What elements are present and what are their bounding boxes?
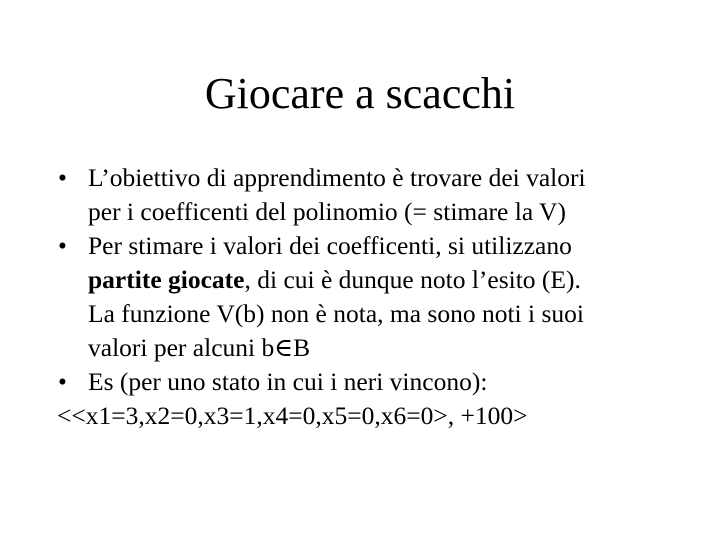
bullet-2-line-2	[88, 263, 698, 297]
bullet-2-line-1: Per stimare i valori dei coefficenti, si utilizzano	[88, 231, 572, 260]
bullet-1-line-1: L’obiettivo di apprendimento è trovare dei valori	[88, 163, 586, 192]
bullet-1-line-2: per i coefficenti del polinomio (= stimare la V)	[88, 197, 566, 226]
bullet-3-line-1: Es (per uno stato in cui i neri vincono):	[88, 367, 488, 396]
emphasis-text: partite giocate	[88, 265, 245, 294]
slide-title: Giocare a scacchi	[204, 69, 516, 118]
bullet-icon: •	[58, 367, 67, 396]
bullet-2-line-3: La funzione V(b) non è nota, ma sono noti i suoi	[88, 299, 584, 328]
bullet-item-1	[58, 161, 698, 229]
bullet-item-3	[58, 365, 698, 399]
bullet-2-line-4: valori per alcuni b∈B	[88, 333, 311, 362]
bullet-2-line-2-rest: , di cui è dunque noto l’esito (E).	[244, 265, 581, 294]
slide-body	[58, 161, 698, 433]
bullet-icon: •	[58, 163, 67, 192]
bullet-icon: •	[58, 231, 67, 260]
bullet-item-2	[58, 229, 698, 365]
example-line: <<x1=3,x2=0,x3=1,x4=0,x5=0,x6=0>, +100>	[57, 401, 528, 430]
